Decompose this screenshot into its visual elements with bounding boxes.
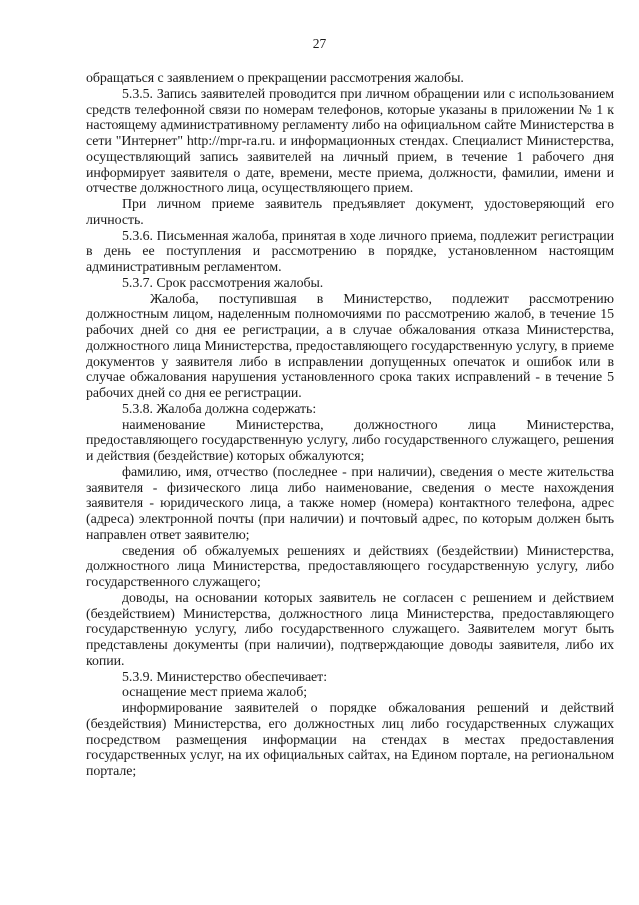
paragraph: обращаться с заявлением о прекращении рассмотрения жалобы. xyxy=(86,71,464,86)
paragraph: информирование заявителей о порядке обжалования решений и действий (бездействия) Министерства, его должностных лиц либо государственных служащих посредством размещения информации на стендах в местах предоставления государственных услуг, на их официальных сайтах, на Едином портале, на региональном портале; xyxy=(86,701,614,779)
paragraph: 5.3.9. Министерство обеспечивает: xyxy=(122,669,328,685)
paragraph: наименование Министерства, должностного лица Министерства, предоставляющего государственную услугу, либо государственного служащего, решения и действия (бездействие) которых обжалуются; xyxy=(86,417,614,464)
paragraph: фамилию, имя, отчество (последнее - при наличии), сведения о месте жительства заявителя - физического лица либо наименование, сведения о месте нахождения заявителя - юридического лица, а также номер (номера) контактного телефона, адрес (адреса) электронной почты (при наличии) и почтовый адрес, по которым должен быть направлен ответ заявителю; xyxy=(86,464,614,543)
paragraph: 5.3.7. Срок рассмотрения жалобы. xyxy=(122,275,324,291)
paragraph: сведения об обжалуемых решениях и действиях (бездействии) Министерства, должностного лица Министерства, предоставляющего государственную услугу, либо государственного служащего; xyxy=(86,543,614,590)
document-body xyxy=(86,71,614,780)
paragraph: 5.3.5. Запись заявителей проводится при личном обращении или с использованием средств телефонной связи по номерам телефонов, которые указаны в приложении № 1 к настоящему административному регламенту либо на официальном сайте Министерства в сети "Интернет" http://mpr-ra.ru. и информационных стендах. Специалист Министерства, осуществляющий запись заявителей на личный прием, в течение 1 рабочего дня информирует заявителя о дате, времени, месте приема, должности, фамилии, имени и отчестве должностного лица, осуществляющего прием. xyxy=(86,86,614,197)
paragraph: доводы, на основании которых заявитель не согласен с решением и действием (бездействием) Министерства, должностного лица Министерства, предоставляющего государственную услугу, либо государственного служащего. Заявителем могут быть представлены документы (при наличии), подтверждающие доводы заявителя, либо их копии. xyxy=(86,590,614,669)
paragraph: 5.3.6. Письменная жалоба, принятая в ходе личного приема, подлежит регистрации в день ее поступления и рассмотрению в порядке, установленном настоящим административным регламентом. xyxy=(86,228,614,275)
paragraph: 5.3.8. Жалоба должна содержать: xyxy=(122,401,317,417)
paragraph: Жалоба, поступившая в Министерство, подлежит рассмотрению должностным лицом, наделенным полномочиями по рассмотрению жалоб, в течение 15 рабочих дней со дня ее регистрации, а в случае обжалования отказа Министерства, должностного лица Министерства, предоставляющего государственную услугу, в приеме документов у заявителя либо в исправлении допущенных опечаток и ошибок или в случае обжалования нарушения установленного срока таких исправлений - в течение 5 рабочих дней со дня ее регистрации. xyxy=(86,291,614,401)
paragraph: При личном приеме заявитель предъявляет документ, удостоверяющий его личность. xyxy=(86,197,614,228)
page-number: 27 xyxy=(312,36,327,51)
paragraph: оснащение мест приема жалоб; xyxy=(122,685,308,701)
